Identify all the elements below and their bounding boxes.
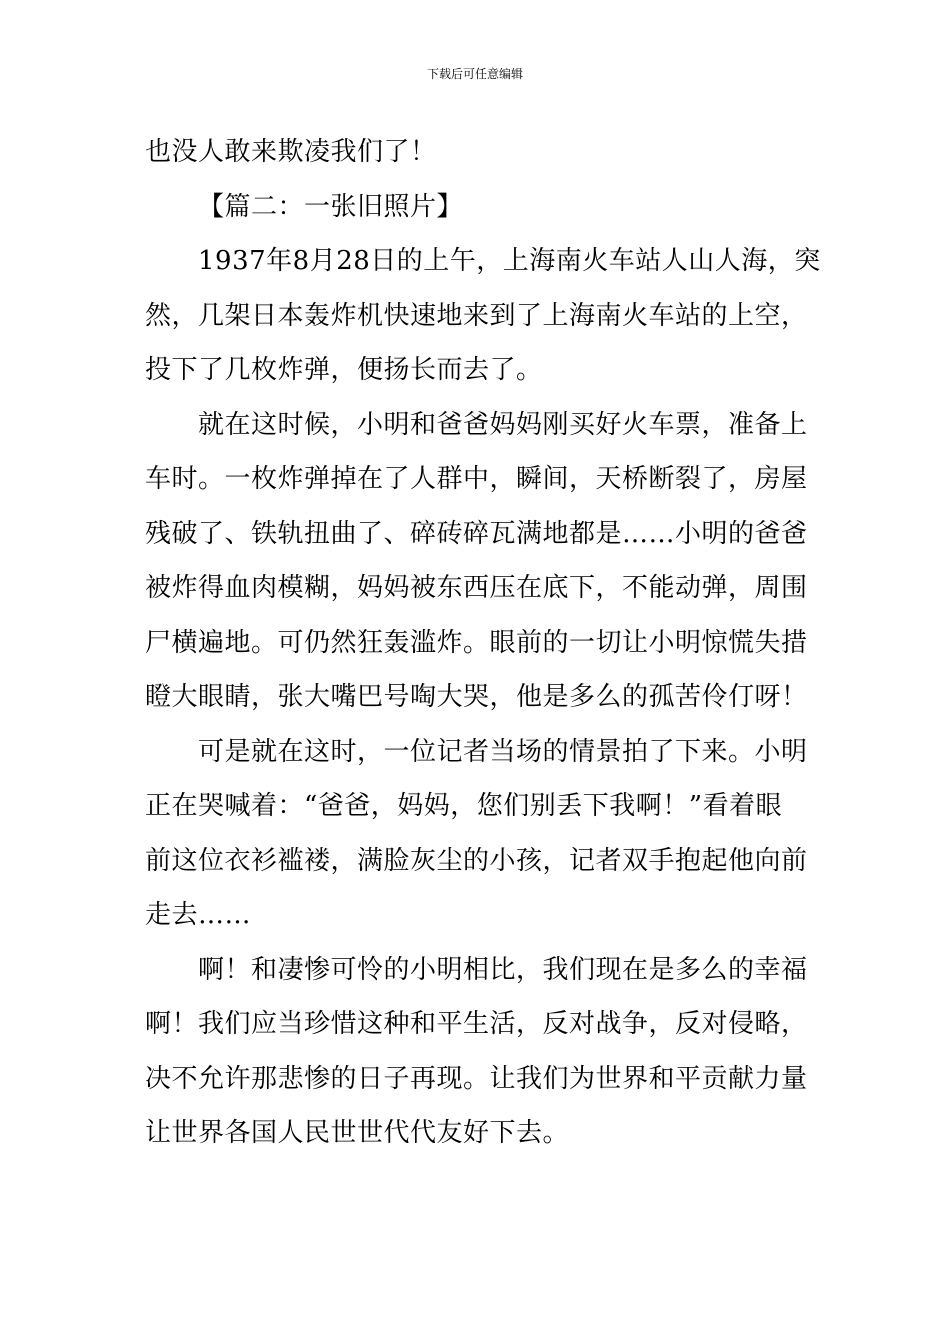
- text-line: 可是就在这时，一位记者当场的情景拍了下来。小明: [198, 736, 808, 767]
- text-line: 被炸得血肉模糊，妈妈被东西压在底下，不能动弹，周围: [145, 573, 808, 603]
- page-header: 下载后可任意编辑: [426, 67, 523, 81]
- text-line: 决不允许那悲惨的日子再现。让我们为世界和平贡献力量: [145, 1063, 808, 1094]
- text-line: 投下了几枚炸弹，便扬长而去了。: [145, 355, 543, 385]
- text-line: 也没人敢来欺凌我们了！: [145, 137, 437, 167]
- text-line: 瞪大眼睛，张大嘴巴号啕大哭，他是多么的孤苦伶仃呀！: [145, 682, 808, 712]
- text-line: 1937年8月28日的上午，上海南火车站人山人海，突: [198, 246, 821, 276]
- document-body: [145, 130, 821, 1166]
- text-line: 前这位衣衫褴褛，满脸灰尘的小孩，记者双手抱起他向前: [145, 845, 808, 876]
- text-line: 让世界各国人民世世代代友好下去。: [145, 1118, 570, 1148]
- text-line: 就在这时候，小明和爸爸妈妈刚买好火车票，准备上: [198, 409, 808, 440]
- section-heading: 【篇二：一张旧照片】: [198, 191, 464, 222]
- text-line: 车时。一枚炸弹掉在了人群中，瞬间，天桥断裂了，房屋: [145, 464, 808, 494]
- text-line: 正在哭喊着：“爸爸，妈妈，您们别丢下我啊！”看着眼: [145, 791, 783, 821]
- text-line: 尸横遍地。可仍然狂轰滥炸。眼前的一切让小明惊慌失措: [145, 627, 808, 658]
- text-line: 走去……: [145, 900, 252, 930]
- text-line: 啊！我们应当珍惜这种和平生活，反对战争，反对侵略，: [145, 1009, 808, 1039]
- text-line: 残破了、铁轨扭曲了、碎砖碎瓦满地都是……小明的爸爸: [145, 518, 808, 549]
- text-line: 然，几架日本轰炸机快速地来到了上海南火车站的上空，: [145, 300, 808, 331]
- text-line: 啊！和凄惨可怜的小明相比，我们现在是多么的幸福: [198, 954, 808, 985]
